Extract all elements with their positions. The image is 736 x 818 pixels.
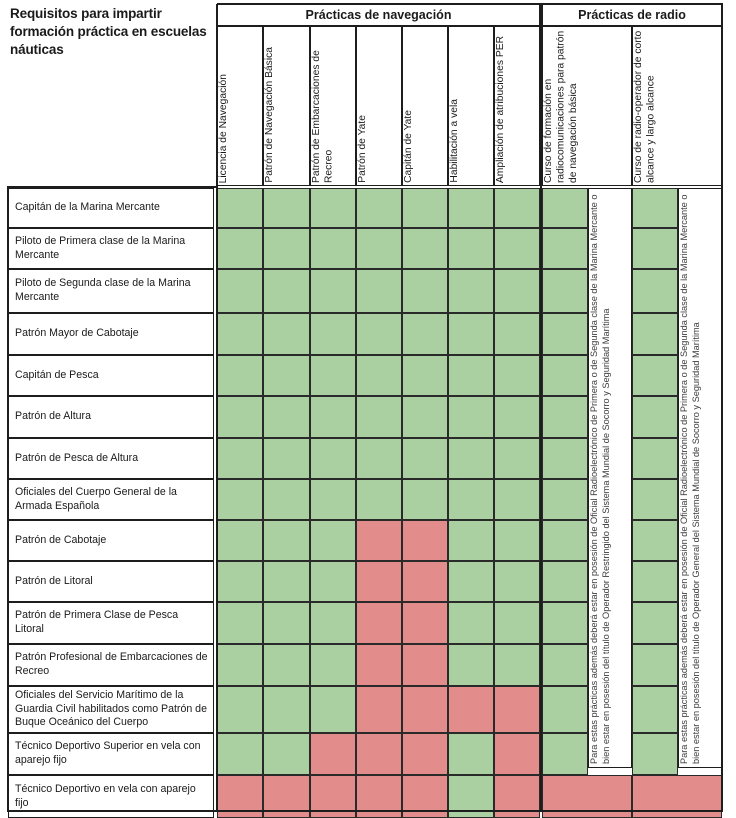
matrix-cell[interactable] (356, 520, 402, 561)
matrix-cell[interactable] (402, 313, 448, 355)
row-label-9 (8, 561, 214, 602)
row-label-2 (8, 269, 214, 313)
column-header-label: Curso de formación en radiocomunicaciones para patrón de navegación básica (543, 30, 580, 183)
matrix-cell[interactable] (402, 733, 448, 775)
matrix-cell[interactable] (542, 313, 588, 355)
matrix-cell[interactable] (494, 228, 540, 269)
matrix-cell[interactable] (448, 644, 494, 686)
matrix-cell[interactable] (217, 520, 263, 561)
matrix-cell[interactable] (494, 396, 540, 438)
matrix-cell[interactable] (448, 520, 494, 561)
matrix-cell[interactable] (632, 733, 678, 775)
matrix-cell[interactable] (448, 479, 494, 520)
matrix-cell[interactable] (217, 269, 263, 313)
matrix-cell[interactable] (356, 644, 402, 686)
matrix-cell[interactable] (217, 313, 263, 355)
row-label-7 (8, 479, 214, 520)
column-header-label: Curso de radio-operador de corto alcance y largo alcance (633, 30, 657, 183)
row-label-text: Técnico Deportivo Superior en vela con aparejo fijo (15, 740, 201, 766)
matrix-cell[interactable] (542, 602, 588, 644)
row-label-text: Oficiales del Cuerpo General de la Armada Española (15, 485, 177, 512)
matrix-cell[interactable] (263, 686, 310, 733)
column-header-4 (402, 26, 448, 186)
footnote-0 (588, 188, 632, 768)
matrix-cell[interactable] (494, 269, 540, 313)
row-label-13 (8, 733, 214, 775)
matrix-cell[interactable] (542, 269, 588, 313)
matrix-cell[interactable] (402, 644, 448, 686)
matrix-cell[interactable] (494, 313, 540, 355)
matrix-cell[interactable] (356, 355, 402, 396)
matrix-cell[interactable] (632, 355, 678, 396)
matrix-cell[interactable] (356, 561, 402, 602)
row-label-3 (8, 313, 214, 355)
matrix-cell[interactable] (448, 188, 494, 228)
matrix-cell[interactable] (448, 686, 494, 733)
matrix-cell[interactable] (632, 479, 678, 520)
matrix-cell[interactable] (310, 561, 356, 602)
matrix-cell[interactable] (542, 520, 588, 561)
matrix-cell[interactable] (402, 438, 448, 479)
matrix-cell[interactable] (448, 269, 494, 313)
matrix-cell[interactable] (310, 355, 356, 396)
matrix-cell[interactable] (310, 188, 356, 228)
column-header-label: Licencia de Navegación (218, 73, 229, 183)
matrix-cell[interactable] (263, 561, 310, 602)
column-group-label: Prácticas de navegación (305, 8, 452, 22)
matrix-cell[interactable] (494, 561, 540, 602)
row-label-text: Patrón de Cabotaje (15, 533, 107, 546)
matrix-cell[interactable] (402, 602, 448, 644)
row-label-0 (8, 188, 214, 228)
matrix-cell[interactable] (402, 396, 448, 438)
table-frame-top (217, 3, 723, 5)
page-title: Requisitos para impartir formación práctica en escuelas náuticas (10, 6, 207, 57)
matrix-cell[interactable] (402, 479, 448, 520)
matrix-cell[interactable] (402, 686, 448, 733)
matrix-cell[interactable] (402, 561, 448, 602)
row-label-text: Patrón Mayor de Cabotaje (15, 327, 139, 340)
matrix-cell[interactable] (402, 355, 448, 396)
matrix-cell[interactable] (448, 733, 494, 775)
matrix-cell[interactable] (217, 733, 263, 775)
matrix-cell[interactable] (494, 520, 540, 561)
matrix-cell[interactable] (402, 188, 448, 228)
row-label-text: Patrón de Primera Clase de Pesca Litoral (15, 609, 179, 635)
matrix-cell[interactable] (448, 313, 494, 355)
matrix-cell[interactable] (263, 733, 310, 775)
matrix-cell[interactable] (542, 733, 588, 775)
matrix-cell[interactable] (263, 644, 310, 686)
matrix-cell[interactable] (402, 228, 448, 269)
matrix-cell[interactable] (310, 602, 356, 644)
matrix-cell[interactable] (542, 479, 588, 520)
matrix-cell[interactable] (542, 561, 588, 602)
row-label-text: Capitán de la Marina Mercante (15, 201, 160, 214)
matrix-cell[interactable] (263, 520, 310, 561)
matrix-cell[interactable] (356, 269, 402, 313)
table-frame-left (216, 4, 218, 811)
row-label-text: Piloto de Primera clase de la Marina Mercante (15, 234, 186, 261)
matrix-cell[interactable] (310, 396, 356, 438)
matrix-cell[interactable] (494, 355, 540, 396)
row-label-1 (8, 228, 214, 269)
matrix-cell[interactable] (356, 479, 402, 520)
matrix-cell[interactable] (217, 188, 263, 228)
table-frame-bottom (7, 810, 723, 812)
row-label-5 (8, 396, 214, 438)
matrix-cell[interactable] (263, 438, 310, 479)
footnote-text: Para estas prácticas además deberá estar en posesión de Oficial Radioelectrónico de Primera o de Segunda clase de la Marina Mercante o bien estar en posesión del título de Operador Restringido del Sistema Mundial de Socorro y Seguridad Marítima (589, 194, 611, 764)
matrix-cell[interactable] (310, 733, 356, 775)
matrix-cell[interactable] (356, 313, 402, 355)
matrix-cell[interactable] (356, 602, 402, 644)
column-header-2 (310, 26, 356, 186)
matrix-cell[interactable] (448, 602, 494, 644)
matrix-cell[interactable] (310, 269, 356, 313)
column-header-label: Patrón de Navegación Básica (264, 47, 275, 183)
row-label-text: Patrón de Pesca de Altura (15, 451, 139, 464)
matrix-cell[interactable] (448, 561, 494, 602)
matrix-cell[interactable] (448, 438, 494, 479)
column-group-header-navegacion (217, 4, 540, 26)
matrix-cell[interactable] (217, 602, 263, 644)
matrix-cell[interactable] (402, 520, 448, 561)
matrix-cell[interactable] (217, 479, 263, 520)
matrix-cell[interactable] (310, 313, 356, 355)
matrix-cell[interactable] (402, 269, 448, 313)
row-label-text: Capitán de Pesca (15, 368, 99, 381)
matrix-cell[interactable] (632, 313, 678, 355)
column-header-5 (448, 26, 494, 186)
matrix-cell[interactable] (310, 228, 356, 269)
table-frame-right (721, 4, 723, 811)
matrix-cell[interactable] (310, 479, 356, 520)
row-label-text: Patrón de Litoral (15, 574, 93, 587)
matrix-cell[interactable] (263, 269, 310, 313)
row-label-11 (8, 644, 214, 686)
matrix-cell[interactable] (310, 520, 356, 561)
matrix-cell[interactable] (310, 686, 356, 733)
label-frame-top (7, 186, 218, 188)
column-header-0 (217, 26, 263, 186)
matrix-cell[interactable] (632, 269, 678, 313)
matrix-cell[interactable] (632, 438, 678, 479)
matrix-cell[interactable] (356, 188, 402, 228)
row-label-10 (8, 602, 214, 644)
column-header-label: Capitán de Yate (403, 110, 414, 183)
matrix-cell[interactable] (356, 686, 402, 733)
matrix-cell[interactable] (356, 733, 402, 775)
matrix-cell[interactable] (356, 438, 402, 479)
matrix-cell[interactable] (263, 396, 310, 438)
matrix-cell[interactable] (542, 686, 588, 733)
row-label-text: Patrón de Altura (15, 410, 91, 423)
matrix-cell[interactable] (263, 602, 310, 644)
matrix-cell[interactable] (494, 188, 540, 228)
footnote-1 (678, 188, 722, 768)
matrix-cell[interactable] (217, 228, 263, 269)
matrix-cell[interactable] (494, 479, 540, 520)
row-label-text: Oficiales del Servicio Marítimo de la Guardia Civil habilitados como Patrón de Buque Oceánico del Cuerpo (15, 689, 207, 729)
matrix-cell[interactable] (632, 644, 678, 686)
row-label-text: Técnico Deportivo en vela con aparejo fijo (15, 782, 196, 809)
matrix-cell[interactable] (494, 733, 540, 775)
matrix-cell[interactable] (542, 355, 588, 396)
matrix-cell[interactable] (632, 188, 678, 228)
matrix-cell[interactable] (310, 438, 356, 479)
footnote-text: Para estas prácticas además deberá estar en posesión de Oficial Radioelectrónico de Primera o de Segunda clase de la Marina Mercante o bien estar en posesión del título de Operador General del Sistema Mundial de Socorro y Seguridad Marítima (679, 194, 701, 764)
matrix-cell[interactable] (217, 438, 263, 479)
matrix-cell[interactable] (542, 438, 588, 479)
matrix-cell[interactable] (494, 686, 540, 733)
row-label-12 (8, 686, 214, 733)
matrix-cell[interactable] (356, 228, 402, 269)
matrix-cell[interactable] (632, 396, 678, 438)
column-header-1 (263, 26, 310, 186)
matrix-cell[interactable] (542, 188, 588, 228)
matrix-cell[interactable] (632, 561, 678, 602)
label-frame-left (7, 188, 9, 811)
column-header-label: Habilitación a vela (449, 99, 460, 183)
column-header-7 (542, 26, 632, 186)
matrix-cell[interactable] (448, 355, 494, 396)
column-header-3 (356, 26, 402, 186)
column-group-header-radio (542, 4, 722, 26)
column-header-label: Patrón de Yate (357, 115, 368, 183)
matrix-cell[interactable] (263, 355, 310, 396)
matrix-cell[interactable] (542, 396, 588, 438)
matrix-cell[interactable] (217, 355, 263, 396)
matrix-cell[interactable] (632, 228, 678, 269)
row-label-4 (8, 355, 214, 396)
column-header-6 (494, 26, 540, 186)
matrix-cell[interactable] (217, 644, 263, 686)
matrix-cell[interactable] (263, 228, 310, 269)
matrix-cell[interactable] (217, 396, 263, 438)
column-header-label: Patrón de Embarcaciones de Recreo (311, 50, 335, 183)
matrix-cell[interactable] (356, 396, 402, 438)
matrix-cell[interactable] (448, 228, 494, 269)
matrix-cell[interactable] (263, 313, 310, 355)
matrix-cell[interactable] (448, 396, 494, 438)
row-label-6 (8, 438, 214, 479)
row-label-text: Piloto de Segunda clase de la Marina Mercante (15, 277, 191, 303)
matrix-cell[interactable] (632, 602, 678, 644)
matrix-cell[interactable] (310, 644, 356, 686)
row-label-8 (8, 520, 214, 561)
matrix-cell[interactable] (632, 686, 678, 733)
matrix-cell[interactable] (217, 686, 263, 733)
matrix-cell[interactable] (632, 520, 678, 561)
matrix-cell[interactable] (494, 438, 540, 479)
matrix-cell[interactable] (263, 188, 310, 228)
matrix-cell[interactable] (217, 561, 263, 602)
matrix-cell[interactable] (263, 479, 310, 520)
row-label-text: Patrón Profesional de Embarcaciones de Recreo (15, 651, 208, 677)
matrix-cell[interactable] (542, 644, 588, 686)
matrix-cell[interactable] (494, 602, 540, 644)
column-group-label: Prácticas de radio (578, 8, 686, 22)
column-header-label: Ampliación de atribuciones PER (495, 35, 506, 183)
group-separator (540, 4, 542, 811)
matrix-cell[interactable] (542, 228, 588, 269)
matrix-cell[interactable] (494, 644, 540, 686)
column-header-8 (632, 26, 722, 186)
